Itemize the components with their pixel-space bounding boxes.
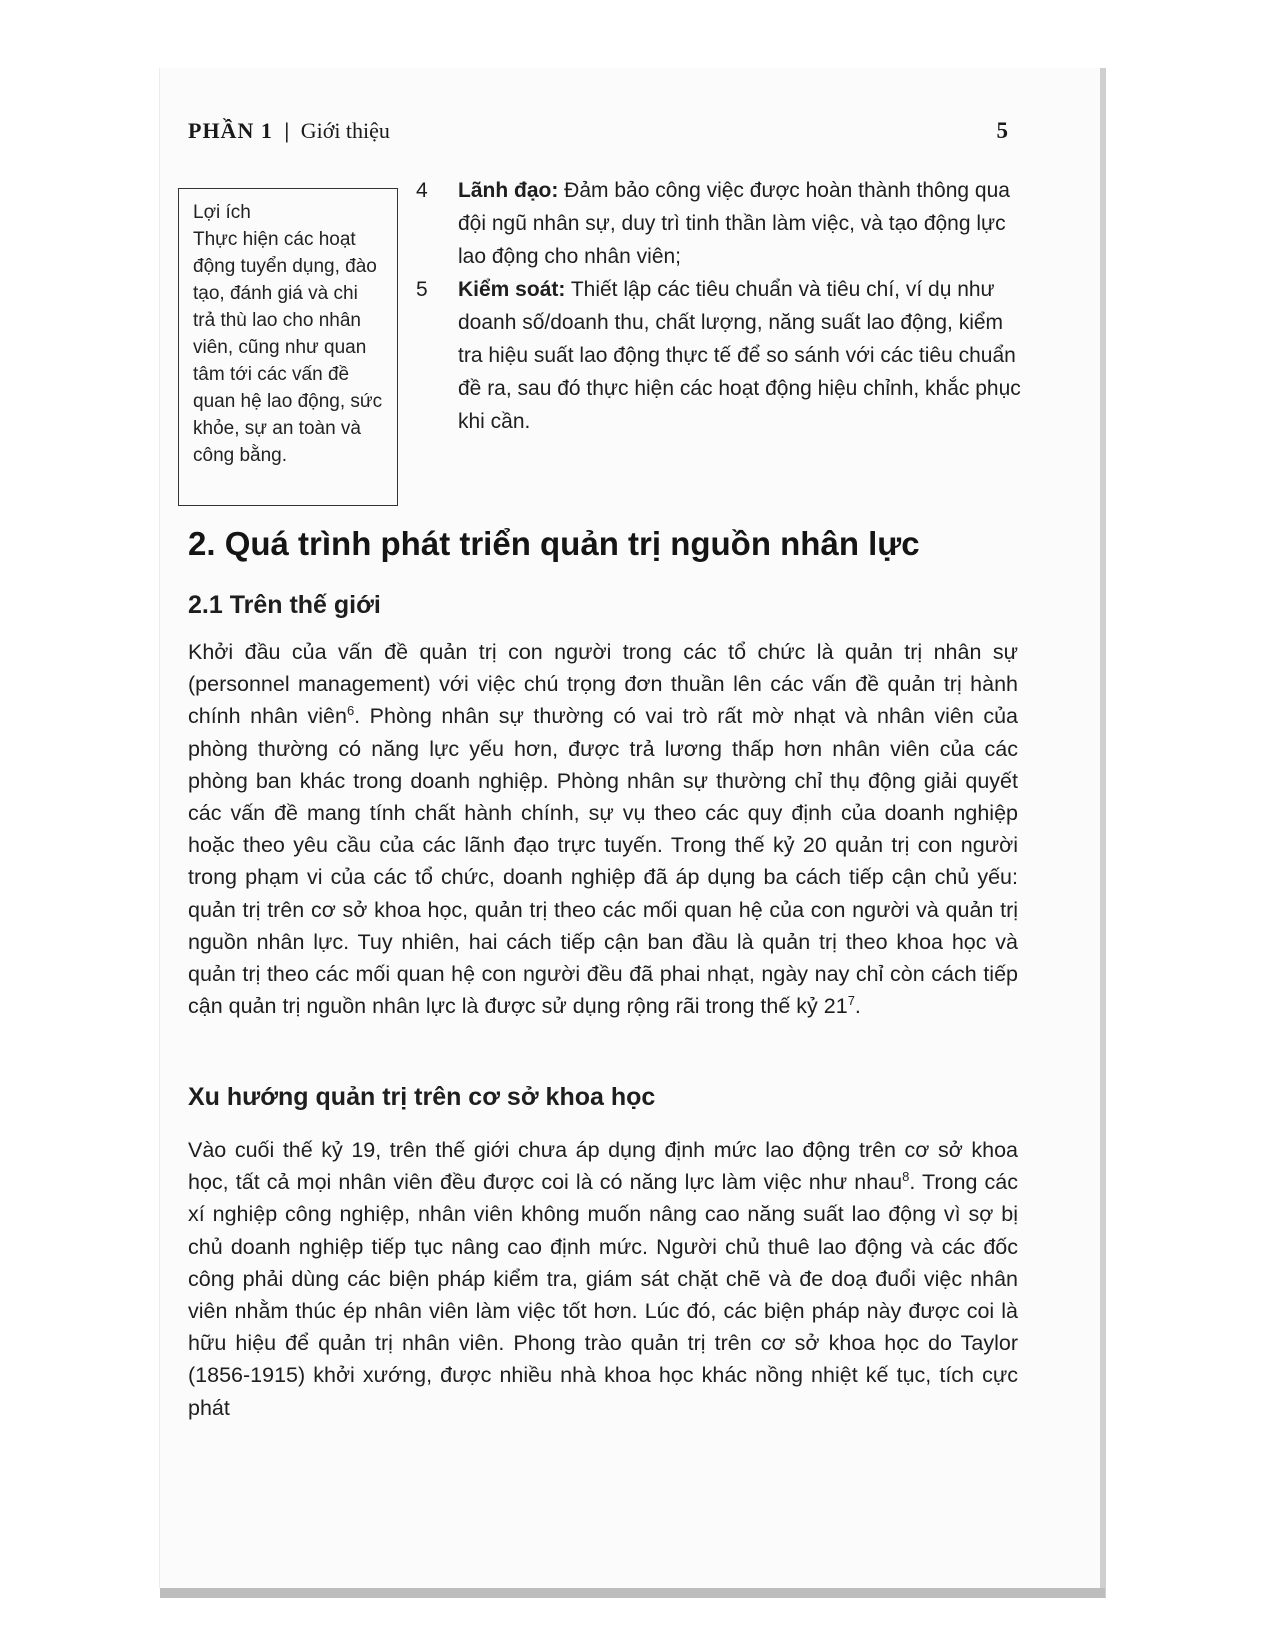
header-separator: | xyxy=(284,118,290,143)
body-paragraph xyxy=(188,636,1018,1022)
numbered-list xyxy=(416,174,1021,438)
footnote-marker: 6 xyxy=(346,703,355,719)
paragraph-text: . Phòng nhân sự thường có vai trò rất mờ nhạt và nhân viên của phòng thường có năng lực yếu hơn, được trả lương thấp hơn nhân viên của các phòng ban khác trong doanh nghiệp. Phòng nhân sự thường chỉ thụ động giải quyết các vấn đề mang tính chất hành chính, sự vụ theo các quy định của doanh nghiệp hoặc theo yêu cầu của các lãnh đạo trực tuyến. Trong thế kỷ 20 quản trị con người trong phạm vi của các tổ chức, doanh nghiệp đã áp dụng ba cách tiếp cận chủ yếu: quản trị trên cơ sở khoa học, quản trị theo các mối quan hệ của con người và quản trị nguồn nhân lực. Tuy nhiên, hai cách tiếp cận ban đầu là quản trị theo khoa học và quản trị theo các mối quan hệ con người đều đã phai nhạt, ngày nay chỉ còn cách tiếp cận quản trị nguồn nhân lực là được sử dụng rộng rãi trong thế kỷ 21 xyxy=(188,704,1018,1019)
header-section-label: PHẦN 1 xyxy=(188,118,273,143)
list-item-text: Đảm bảo công việc được hoàn thành thông qua đội ngũ nhân sự, duy trì tinh thần làm việc, và tạo động lực lao động cho nhân viên; xyxy=(458,179,1010,268)
list-item-number: 5 xyxy=(416,278,428,301)
topic-heading: Xu hướng quản trị trên cơ sở khoa học xyxy=(188,1083,656,1111)
margin-note-title: Lợi ích xyxy=(193,202,251,223)
paragraph-text: Khởi đầu của vấn đề quản trị con người trong các tổ chức là quản trị nhân sự (personnel management) với việc chú trọng đơn thuần lên các vấn đề quản trị hành chính nhân viên xyxy=(188,640,1018,729)
list-item-term: Kiểm soát: xyxy=(458,278,566,301)
list-item-number: 4 xyxy=(416,179,428,202)
footnote-marker: 8 xyxy=(902,1169,910,1185)
header-title: Giới thiệu xyxy=(300,118,390,143)
body-paragraph xyxy=(188,1134,1018,1424)
page-edge-bottom xyxy=(160,1588,1105,1598)
list-item xyxy=(416,174,1021,273)
paragraph-text: Vào cuối thế kỷ 19, trên thế giới chưa áp dụng định mức lao động trên cơ sở khoa học, tất cả mọi nhân viên đều được coi là có năng lực làm việc như nhau xyxy=(188,1138,1018,1195)
margin-note-box xyxy=(178,188,398,506)
paragraph-text: . Trong các xí nghiệp công nghiệp, nhân viên không muốn nâng cao năng suất lao động vì sợ bị chủ doanh nghiệp tiếp tục nâng cao định mức. Người chủ thuê lao động và các đốc công phải dùng các biện pháp kiểm tra, giám sát chặt chẽ và đe doạ đuổi việc nhân viên nhằm thúc ép nhân viên làm việc tốt hơn. Lúc đó, các biện pháp này được coi là hữu hiệu để quản trị nhân viên. Phong trào quản trị trên cơ sở khoa học do Taylor (1856-1915) khởi xướng, được nhiều nhà khoa học khác nồng nhiệt kế tục, tích cực phát xyxy=(188,1170,1019,1420)
page-number: 5 xyxy=(996,118,1008,143)
list-item-term: Lãnh đạo: xyxy=(458,179,559,202)
paragraph-text: . xyxy=(854,994,861,1019)
margin-note-text: Thực hiện các hoạt động tuyển dụng, đào tạo, đánh giá và chi trả thù lao cho nhân viên, cũng như quan tâm tới các vấn đề quan hệ lao động, sức khỏe, sự an toàn và công bằng. xyxy=(193,229,383,466)
list-item-text: Thiết lập các tiêu chuẩn và tiêu chí, ví dụ như doanh số/doanh thu, chất lượng, năng suất lao động, kiểm tra hiệu suất lao động thực tế để so sánh với các tiêu chuẩn đề ra, sau đó thực hiện các hoạt động hiệu chỉnh, khắc phục khi cần. xyxy=(458,278,1021,433)
footnote-marker: 7 xyxy=(847,993,855,1009)
list-item xyxy=(416,273,1021,438)
running-header xyxy=(188,118,1018,154)
section-heading: 2. Quá trình phát triển quản trị nguồn nhân lực xyxy=(188,525,920,562)
page-edge-right xyxy=(1100,68,1106,1598)
subsection-heading: 2.1 Trên thế giới xyxy=(188,591,381,619)
